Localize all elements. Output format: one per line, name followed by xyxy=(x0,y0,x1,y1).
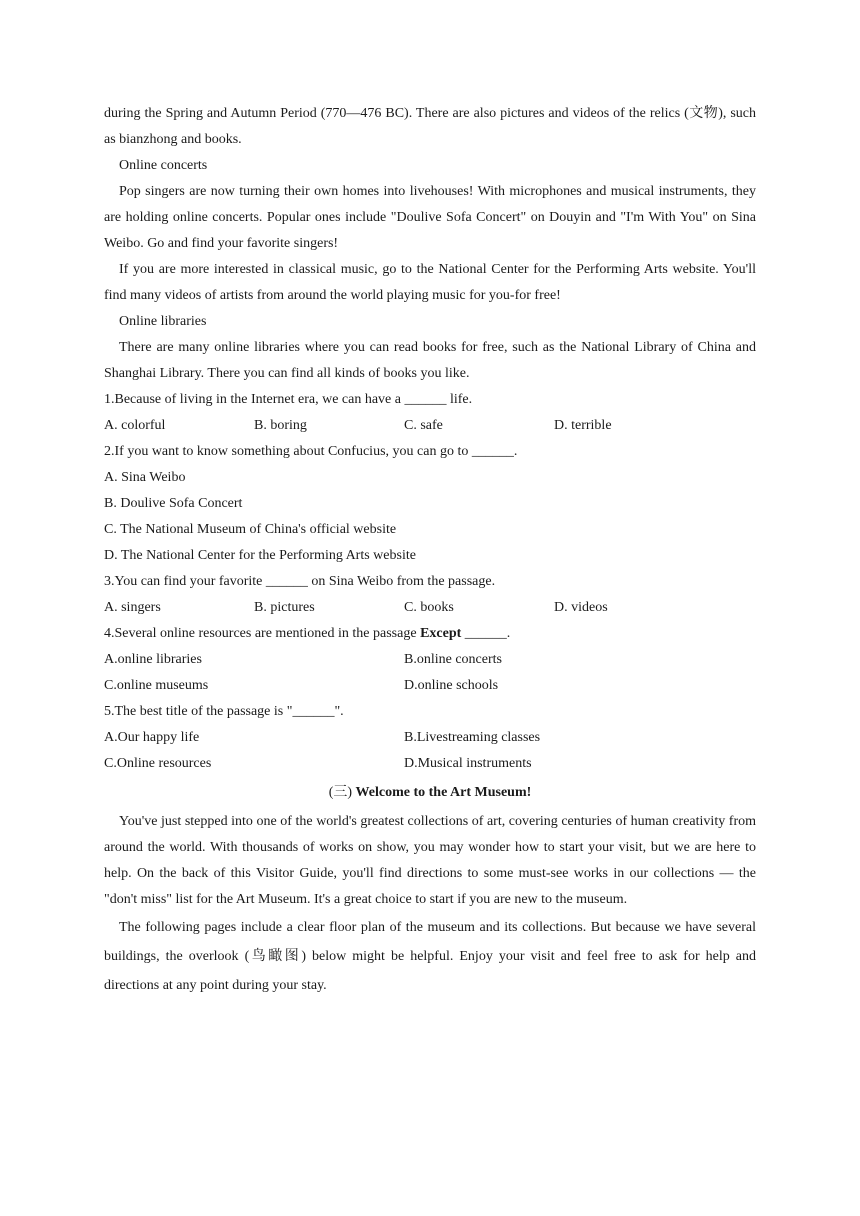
passage-paragraph: You've just stepped into one of the world's greatest collections of art, covering centuries of human creativity from around the world. With thousands of works on show, you may wonder how to start your visit, but we are here to help. On the back of this Visitor Guide, you'll find directions to some must-see works in our collections — the "don't miss" list for the Art Museum. It's a great choice to start if you are new to the museum. xyxy=(104,814,756,907)
section-heading-online-libraries: Online libraries xyxy=(119,314,207,329)
option-c: C.Online resources xyxy=(104,756,212,771)
option-c: C. books xyxy=(404,600,454,615)
title-text: Welcome to the Art Museum! xyxy=(355,785,532,800)
option-c: C. The National Museum of China's official website xyxy=(104,522,397,537)
option-a: A.Our happy life xyxy=(104,730,200,745)
option-d: D. The National Center for the Performing Arts website xyxy=(104,548,416,563)
question-5-stem: 5.The best title of the passage is "______". xyxy=(104,704,344,719)
option-d: D.Musical instruments xyxy=(404,756,532,771)
option-b: B. boring xyxy=(254,418,307,433)
question-4-options-row-1 xyxy=(104,647,756,673)
section-number: (三) xyxy=(328,785,356,800)
question-4-options-row-2 xyxy=(104,673,756,699)
option-a: A.online libraries xyxy=(104,652,202,667)
option-d: D. videos xyxy=(554,600,608,615)
option-a: A. colorful xyxy=(104,418,166,433)
option-d: D.online schools xyxy=(404,678,499,693)
question-5-options-row-2 xyxy=(104,751,756,777)
option-c: C. safe xyxy=(404,418,443,433)
question-1-options xyxy=(104,413,756,439)
question-5-options-row-1 xyxy=(104,725,756,751)
stem-text: 4.Several online resources are mentioned in the passage xyxy=(104,626,421,641)
option-b: B.online concerts xyxy=(404,652,502,667)
question-3-stem: 3.You can find your favorite ______ on Sina Weibo from the passage. xyxy=(104,574,496,589)
option-a: A. Sina Weibo xyxy=(104,470,186,485)
passage-3-title xyxy=(104,779,756,807)
option-b: B. pictures xyxy=(254,600,315,615)
option-b: B.Livestreaming classes xyxy=(404,730,541,745)
stem-emphasis: Except xyxy=(420,626,462,641)
question-3-options xyxy=(104,595,756,621)
passage-paragraph: The following pages include a clear floor plan of the museum and its collections. But because we have several buildings, the overlook (鸟瞰图) below might be helpful. Enjoy your visit and feel free to ask for help and directions at any point during your stay. xyxy=(104,920,756,993)
question-1-stem: 1.Because of living in the Internet era, we can have a ______ life. xyxy=(104,392,473,407)
passage-paragraph: during the Spring and Autumn Period (770—476 BC). There are also pictures and videos of the relics (文物), such as bianzhong and books. xyxy=(104,106,756,147)
stem-blank: ______. xyxy=(461,626,511,641)
option-c: C.online museums xyxy=(104,678,209,693)
passage-paragraph: Pop singers are now turning their own homes into livehouses! With microphones and musical instruments, they are holding online concerts. Popular ones include "Doulive Sofa Concert" on Douyin and "I'm With You" on Sina Weibo. Go and find your favorite singers! xyxy=(104,184,756,251)
question-2-stem: 2.If you want to know something about Confucius, you can go to ______. xyxy=(104,444,518,459)
option-b: B. Doulive Sofa Concert xyxy=(104,496,243,511)
option-a: A. singers xyxy=(104,600,161,615)
question-4-stem xyxy=(104,621,756,647)
passage-paragraph: If you are more interested in classical music, go to the National Center for the Performing Arts website. You'll find many videos of artists from around the world playing music for you-for free! xyxy=(104,262,756,303)
document-page xyxy=(104,101,756,1000)
passage-paragraph: There are many online libraries where you can read books for free, such as the National Library of China and Shanghai Library. There you can find all kinds of books you like. xyxy=(104,340,756,381)
section-heading-online-concerts: Online concerts xyxy=(119,158,208,173)
option-d: D. terrible xyxy=(554,418,612,433)
